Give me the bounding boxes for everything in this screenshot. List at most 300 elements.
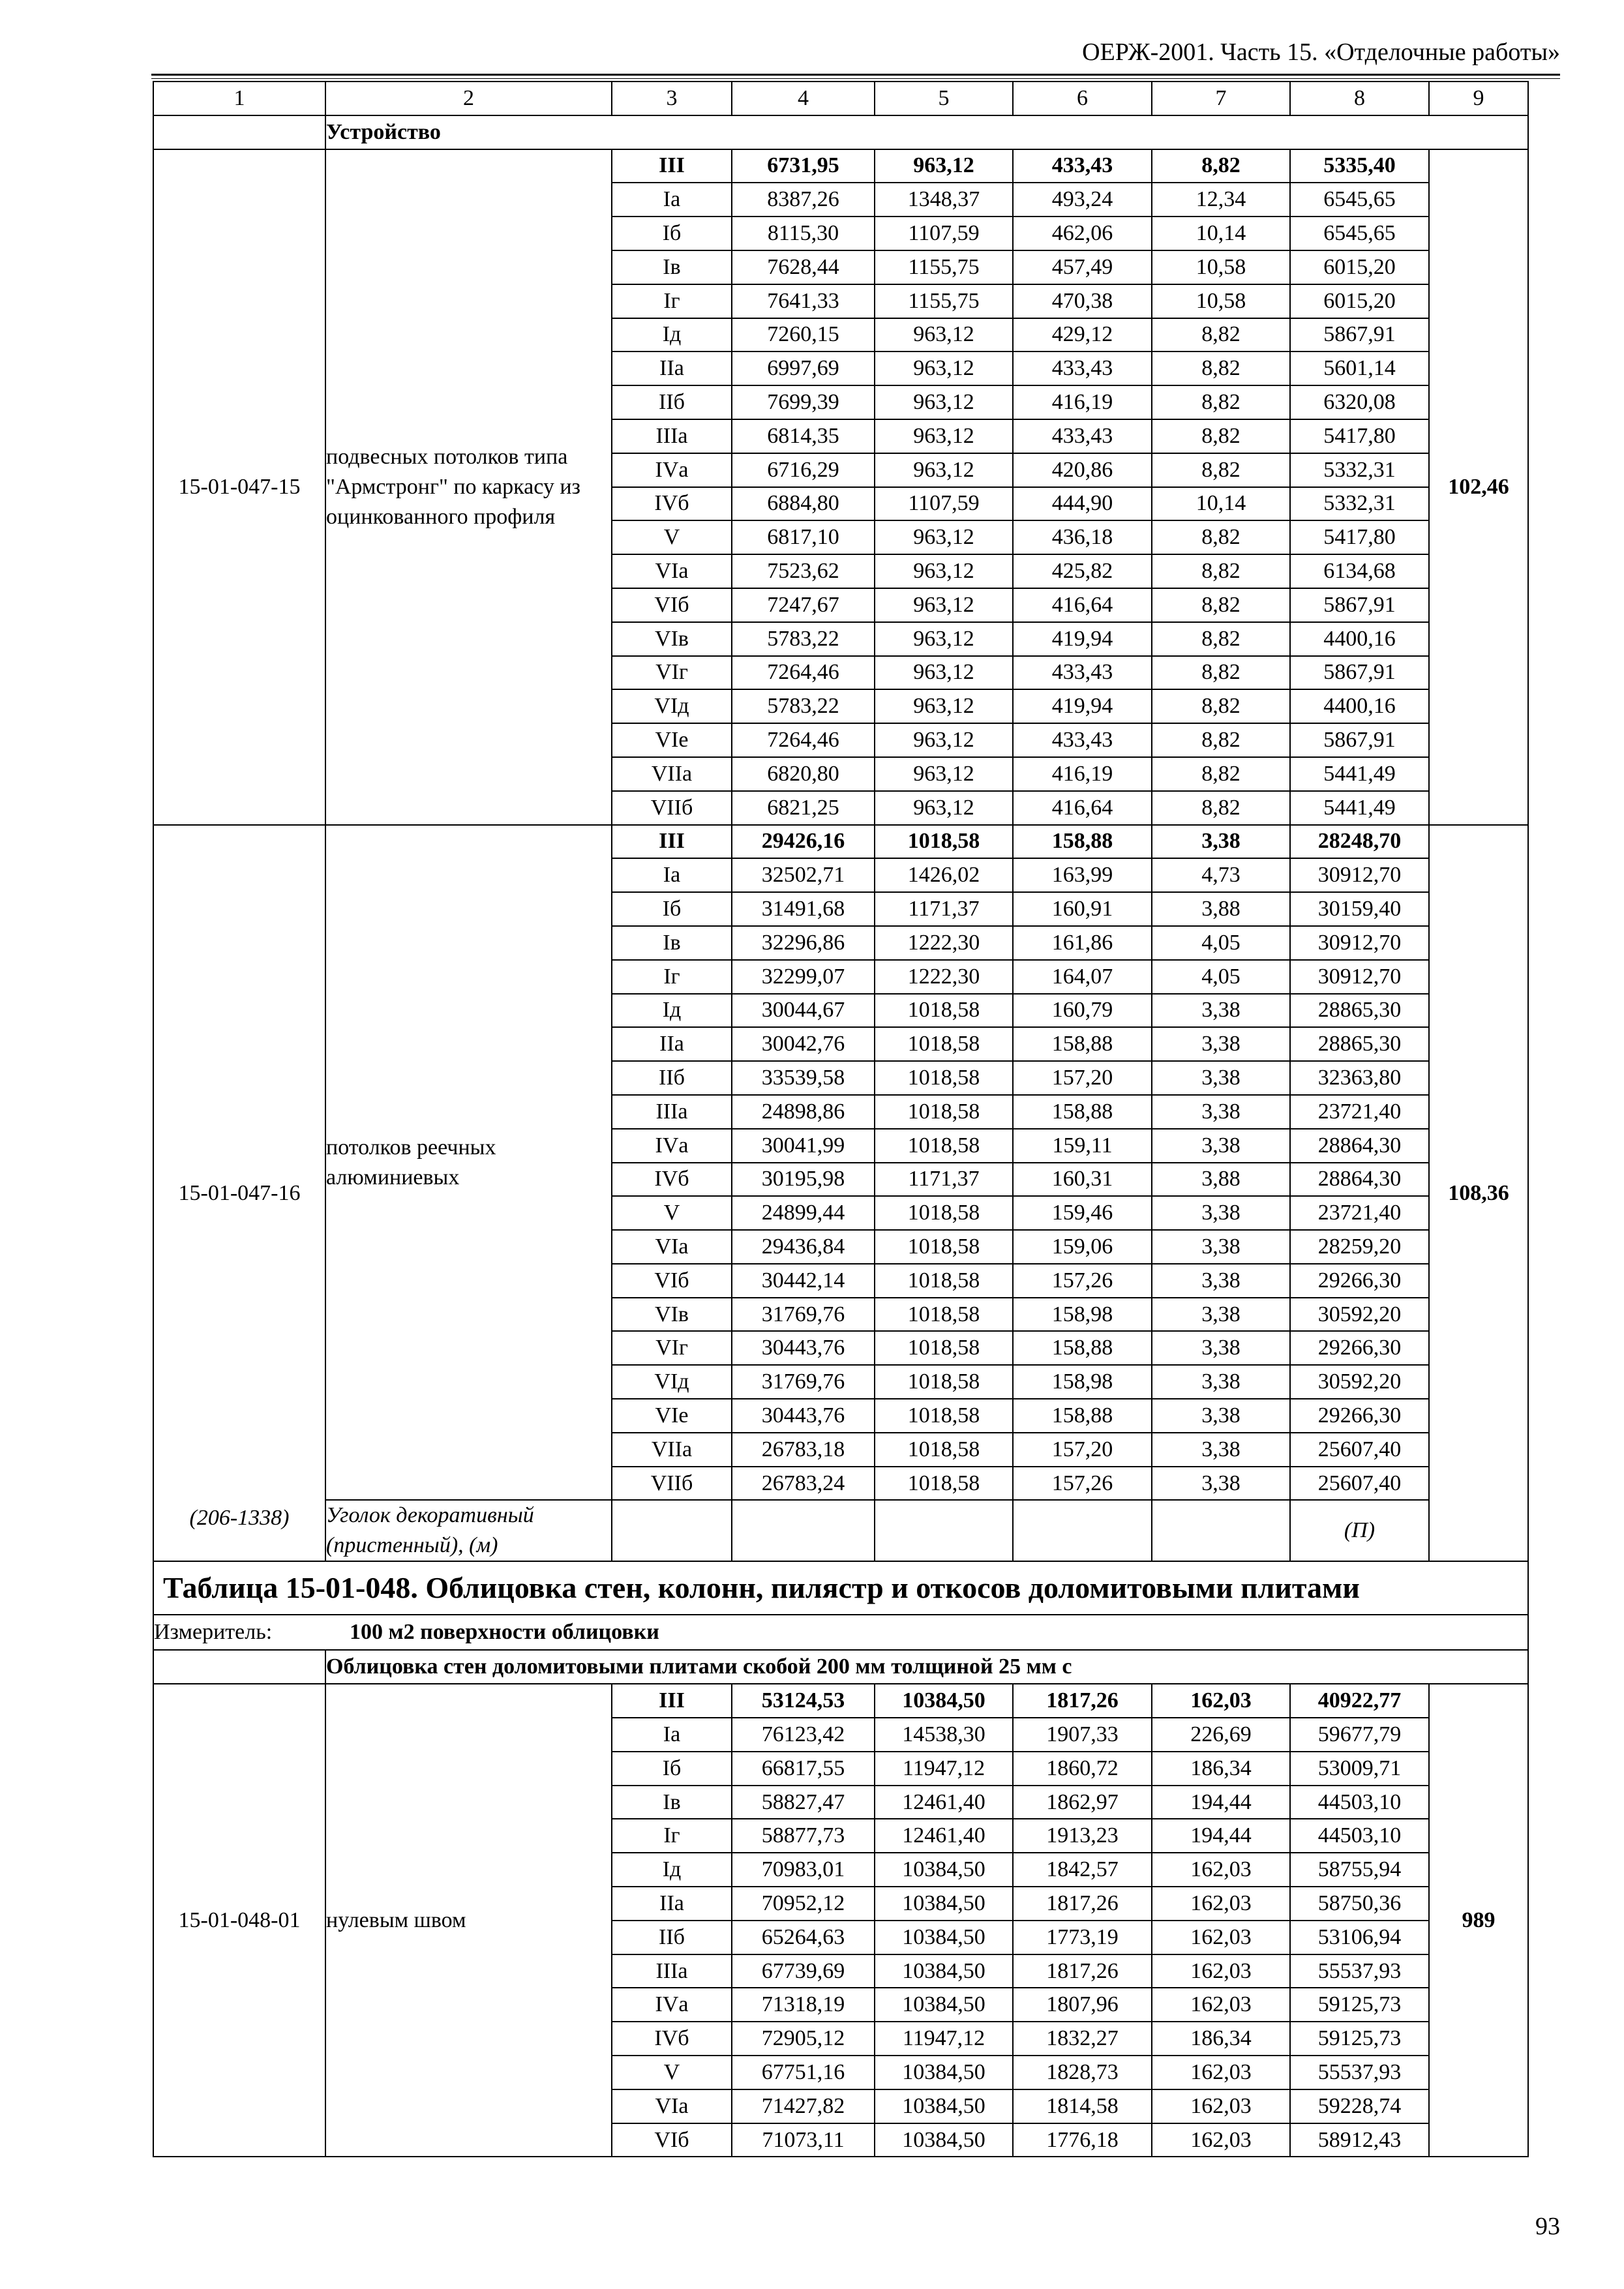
price-value: 29436,84 (732, 1230, 875, 1264)
zone-code: VIа (612, 1230, 732, 1264)
price-value: 1018,58 (875, 1129, 1013, 1163)
price-value: 159,06 (1013, 1230, 1152, 1264)
price-value: 1018,58 (875, 1433, 1013, 1467)
price-value: 433,43 (1013, 656, 1152, 690)
section-row (153, 1650, 1528, 1684)
price-value: 5783,22 (732, 622, 875, 656)
zone-code: Iб (612, 892, 732, 926)
zone-code: IVа (612, 1129, 732, 1163)
price-value: 160,79 (1013, 994, 1152, 1028)
price-value: 30044,67 (732, 994, 875, 1028)
price-value: 425,82 (1013, 554, 1152, 588)
price-value: 29266,30 (1290, 1331, 1429, 1365)
price-value: 1018,58 (875, 1331, 1013, 1365)
empty-cell (1152, 1500, 1290, 1561)
zone-code: VIIа (612, 757, 732, 791)
price-value: 26783,24 (732, 1467, 875, 1501)
price-value: 58827,47 (732, 1786, 875, 1819)
column-number: 9 (1429, 82, 1528, 115)
price-value: 3,38 (1152, 1095, 1290, 1129)
price-value: 1018,58 (875, 994, 1013, 1028)
zone-code: III (612, 149, 732, 183)
price-value: 6545,65 (1290, 183, 1429, 217)
price-value: 31769,76 (732, 1298, 875, 1332)
zone-code: VIб (612, 2123, 732, 2157)
price-value: 25607,40 (1290, 1433, 1429, 1467)
note-description: Уголок декоративный (пристенный), (м) (325, 1500, 612, 1561)
price-value: 10384,50 (875, 1921, 1013, 1954)
section-row (153, 115, 1528, 149)
price-value: 8,82 (1152, 656, 1290, 690)
item-extra-value: 108,36 (1429, 825, 1528, 1562)
price-value: 5441,49 (1290, 757, 1429, 791)
price-value: 7264,46 (732, 656, 875, 690)
measure-value: 100 м2 поверхности облицовки (350, 1620, 659, 1645)
price-value: 162,03 (1152, 2123, 1290, 2157)
zone-code: VIа (612, 2089, 732, 2123)
price-value: 457,49 (1013, 250, 1152, 284)
price-value: 6716,29 (732, 453, 875, 487)
section-title: Облицовка стен доломитовыми плитами скобой 200 мм толщиной 25 мм с (325, 1650, 1528, 1684)
price-value: 162,03 (1152, 1684, 1290, 1718)
price-value: 1842,57 (1013, 1853, 1152, 1887)
price-value: 1018,58 (875, 1467, 1013, 1501)
price-value: 429,12 (1013, 318, 1152, 352)
price-value: 159,11 (1013, 1129, 1152, 1163)
price-value: 7260,15 (732, 318, 875, 352)
price-value: 1018,58 (875, 1230, 1013, 1264)
price-value: 11947,12 (875, 1752, 1013, 1786)
empty-cell (732, 1500, 875, 1561)
price-value: 416,64 (1013, 588, 1152, 622)
price-value: 226,69 (1152, 1718, 1290, 1752)
price-value: 59228,74 (1290, 2089, 1429, 2123)
price-value: 8,82 (1152, 757, 1290, 791)
price-value: 30912,70 (1290, 926, 1429, 960)
price-value: 3,38 (1152, 1196, 1290, 1230)
price-value: 1817,26 (1013, 1954, 1152, 1988)
zone-code: Iд (612, 318, 732, 352)
zone-code: Iг (612, 284, 732, 318)
price-value: 8,82 (1152, 520, 1290, 554)
price-value: 963,12 (875, 757, 1013, 791)
price-value: 416,19 (1013, 385, 1152, 419)
price-value: 419,94 (1013, 622, 1152, 656)
price-value: 28864,30 (1290, 1163, 1429, 1197)
zone-code: IIб (612, 385, 732, 419)
price-value: 963,12 (875, 318, 1013, 352)
item-code: 15-01-047-15 (153, 149, 325, 825)
price-value: 28865,30 (1290, 1027, 1429, 1061)
price-value: 186,34 (1152, 1752, 1290, 1786)
zone-code: VIв (612, 622, 732, 656)
price-value: 963,12 (875, 656, 1013, 690)
price-value: 963,12 (875, 723, 1013, 757)
zone-code: Iа (612, 858, 732, 892)
zone-code: IIб (612, 1921, 732, 1954)
price-value: 1862,97 (1013, 1786, 1152, 1819)
price-value: 1817,26 (1013, 1684, 1152, 1718)
item-description: нулевым швом (325, 1684, 612, 2157)
price-value: 30912,70 (1290, 960, 1429, 994)
header-rule-thin (151, 78, 1560, 79)
price-value: 963,12 (875, 689, 1013, 723)
price-value: 1107,59 (875, 217, 1013, 250)
price-value: 10384,50 (875, 1853, 1013, 1887)
table-row (153, 825, 1528, 859)
measure-label: Измеритель: (154, 1620, 273, 1645)
price-value: 433,43 (1013, 419, 1152, 453)
price-value: 3,88 (1152, 1163, 1290, 1197)
price-value: 58750,36 (1290, 1887, 1429, 1921)
price-value: 12461,40 (875, 1819, 1013, 1853)
column-number: 5 (875, 82, 1013, 115)
zone-code: VIа (612, 554, 732, 588)
price-value: 3,38 (1152, 1433, 1290, 1467)
price-value: 12461,40 (875, 1786, 1013, 1819)
price-value: 963,12 (875, 385, 1013, 419)
zone-code: Iб (612, 1752, 732, 1786)
price-value: 963,12 (875, 554, 1013, 588)
price-value: 26783,18 (732, 1433, 875, 1467)
price-value: 71427,82 (732, 2089, 875, 2123)
price-value: 6820,80 (732, 757, 875, 791)
zone-code: IIIа (612, 1954, 732, 1988)
price-value: 161,86 (1013, 926, 1152, 960)
price-value: 157,20 (1013, 1433, 1152, 1467)
price-value: 6015,20 (1290, 250, 1429, 284)
price-value: 3,38 (1152, 994, 1290, 1028)
price-value: 1817,26 (1013, 1887, 1152, 1921)
price-value: 53106,94 (1290, 1921, 1429, 1954)
price-value: 6015,20 (1290, 284, 1429, 318)
zone-code: VIIб (612, 791, 732, 825)
price-value: 10384,50 (875, 2123, 1013, 2157)
zone-code: VIв (612, 1298, 732, 1332)
price-value: 7523,62 (732, 554, 875, 588)
price-value: 3,38 (1152, 1365, 1290, 1399)
zone-code: Iв (612, 926, 732, 960)
zone-code: Iб (612, 217, 732, 250)
price-value: 32299,07 (732, 960, 875, 994)
price-value: 157,20 (1013, 1061, 1152, 1095)
column-number: 8 (1290, 82, 1429, 115)
price-value: 12,34 (1152, 183, 1290, 217)
price-value: 29426,16 (732, 825, 875, 859)
price-value: 433,43 (1013, 149, 1152, 183)
price-value: 7628,44 (732, 250, 875, 284)
price-value: 1018,58 (875, 825, 1013, 859)
price-value: 158,88 (1013, 1399, 1152, 1433)
price-value: 5867,91 (1290, 723, 1429, 757)
item-description: потолков реечных алюминиевых (325, 825, 612, 1501)
zone-code: VIIб (612, 1467, 732, 1501)
price-value: 8115,30 (732, 217, 875, 250)
price-value: 3,38 (1152, 1027, 1290, 1061)
zone-code: VIг (612, 656, 732, 690)
price-value: 6817,10 (732, 520, 875, 554)
price-value: 10384,50 (875, 2089, 1013, 2123)
table-title-row (153, 1561, 1528, 1615)
price-value: 30442,14 (732, 1264, 875, 1298)
price-value: 963,12 (875, 520, 1013, 554)
price-value: 8,82 (1152, 352, 1290, 385)
column-number-row (153, 82, 1528, 115)
price-value: 30041,99 (732, 1129, 875, 1163)
price-value: 32296,86 (732, 926, 875, 960)
price-value: 162,03 (1152, 1853, 1290, 1887)
price-value: 6731,95 (732, 149, 875, 183)
price-value: 58877,73 (732, 1819, 875, 1853)
price-value: 23721,40 (1290, 1095, 1429, 1129)
zone-code: IVб (612, 2022, 732, 2056)
empty-cell (612, 1500, 732, 1561)
price-value: 963,12 (875, 622, 1013, 656)
price-value: 1807,96 (1013, 1988, 1152, 2022)
price-value: 1018,58 (875, 1027, 1013, 1061)
price-value: 1907,33 (1013, 1718, 1152, 1752)
price-value: 24898,86 (732, 1095, 875, 1129)
price-value: 160,31 (1013, 1163, 1152, 1197)
zone-code: Iа (612, 1718, 732, 1752)
price-value: 7641,33 (732, 284, 875, 318)
price-value: 6320,08 (1290, 385, 1429, 419)
measure-cell (153, 1615, 1528, 1650)
price-value: 433,43 (1013, 352, 1152, 385)
note-row (153, 1500, 1528, 1561)
price-value: 1018,58 (875, 1399, 1013, 1433)
price-value: 4,73 (1152, 858, 1290, 892)
price-value: 162,03 (1152, 1887, 1290, 1921)
price-value: 31769,76 (732, 1365, 875, 1399)
price-value: 8,82 (1152, 791, 1290, 825)
price-value: 29266,30 (1290, 1399, 1429, 1433)
measure-row (153, 1615, 1528, 1650)
zone-code: IIа (612, 1887, 732, 1921)
price-value: 10384,50 (875, 2056, 1013, 2089)
price-value: 65264,63 (732, 1921, 875, 1954)
price-value: 6134,68 (1290, 554, 1429, 588)
price-value: 5867,91 (1290, 318, 1429, 352)
price-value: 416,19 (1013, 757, 1152, 791)
zone-code: IIIа (612, 1095, 732, 1129)
price-value: 8,82 (1152, 385, 1290, 419)
running-header: ОЕРЖ-2001. Часть 15. «Отделочные работы» (1082, 38, 1560, 66)
zone-code: Iв (612, 1786, 732, 1819)
price-value: 963,12 (875, 588, 1013, 622)
price-value: 40922,77 (1290, 1684, 1429, 1718)
price-value: 164,07 (1013, 960, 1152, 994)
price-value: 5417,80 (1290, 520, 1429, 554)
price-value: 186,34 (1152, 2022, 1290, 2056)
price-value: 3,88 (1152, 892, 1290, 926)
price-value: 28864,30 (1290, 1129, 1429, 1163)
price-value: 6821,25 (732, 791, 875, 825)
price-value: 420,86 (1013, 453, 1152, 487)
price-value: 6545,65 (1290, 217, 1429, 250)
price-value: 1018,58 (875, 1196, 1013, 1230)
price-value: 67739,69 (732, 1954, 875, 1988)
price-value: 10384,50 (875, 1887, 1013, 1921)
price-value: 1913,23 (1013, 1819, 1152, 1853)
page-number: 93 (1535, 2213, 1560, 2240)
price-value: 8,82 (1152, 622, 1290, 656)
price-value: 67751,16 (732, 2056, 875, 2089)
zone-code: IVб (612, 1163, 732, 1197)
price-value: 158,98 (1013, 1365, 1152, 1399)
price-value: 1814,58 (1013, 2089, 1152, 2123)
price-value: 963,12 (875, 419, 1013, 453)
price-value: 10384,50 (875, 1988, 1013, 2022)
zone-code: VIб (612, 588, 732, 622)
price-value: 1832,27 (1013, 2022, 1152, 2056)
column-number: 7 (1152, 82, 1290, 115)
price-value: 436,18 (1013, 520, 1152, 554)
price-value: 5335,40 (1290, 149, 1429, 183)
price-value: 1776,18 (1013, 2123, 1152, 2157)
price-value: 25607,40 (1290, 1467, 1429, 1501)
price-value: 6814,35 (732, 419, 875, 453)
price-value: 158,88 (1013, 1095, 1152, 1129)
price-value: 59125,73 (1290, 1988, 1429, 2022)
price-value: 1222,30 (875, 960, 1013, 994)
price-value: 70952,12 (732, 1887, 875, 1921)
price-value: 30592,20 (1290, 1298, 1429, 1332)
price-value: 157,26 (1013, 1264, 1152, 1298)
price-value: 8,82 (1152, 453, 1290, 487)
price-value: 4400,16 (1290, 622, 1429, 656)
price-value: 53009,71 (1290, 1752, 1429, 1786)
price-value: 30443,76 (732, 1399, 875, 1433)
zone-code: VIб (612, 1264, 732, 1298)
price-value: 4,05 (1152, 926, 1290, 960)
price-value: 7699,39 (732, 385, 875, 419)
price-value: 30159,40 (1290, 892, 1429, 926)
zone-code: III (612, 1684, 732, 1718)
zone-code: VIд (612, 689, 732, 723)
price-value: 4,05 (1152, 960, 1290, 994)
column-number: 4 (732, 82, 875, 115)
price-value: 14538,30 (875, 1718, 1013, 1752)
price-value: 23721,40 (1290, 1196, 1429, 1230)
price-value: 5783,22 (732, 689, 875, 723)
item-extra-value: 989 (1429, 1684, 1528, 2157)
price-value: 162,03 (1152, 2056, 1290, 2089)
price-value: 11947,12 (875, 2022, 1013, 2056)
price-value: 963,12 (875, 791, 1013, 825)
price-value: 6997,69 (732, 352, 875, 385)
price-value: 5332,31 (1290, 487, 1429, 521)
price-value: 163,99 (1013, 858, 1152, 892)
price-value: 3,38 (1152, 1399, 1290, 1433)
price-value: 33539,58 (732, 1061, 875, 1095)
zone-code: VIд (612, 1365, 732, 1399)
price-value: 8,82 (1152, 318, 1290, 352)
zone-code: VIе (612, 723, 732, 757)
price-value: 194,44 (1152, 1786, 1290, 1819)
price-value: 7247,67 (732, 588, 875, 622)
column-number: 1 (153, 82, 325, 115)
price-value: 8,82 (1152, 588, 1290, 622)
price-value: 10384,50 (875, 1684, 1013, 1718)
price-value: 8,82 (1152, 689, 1290, 723)
price-value: 5441,49 (1290, 791, 1429, 825)
price-value: 8,82 (1152, 723, 1290, 757)
price-value: 162,03 (1152, 1921, 1290, 1954)
price-value: 433,43 (1013, 723, 1152, 757)
price-value: 462,06 (1013, 217, 1152, 250)
price-value: 55537,93 (1290, 2056, 1429, 2089)
section-title: Устройство (325, 115, 1528, 149)
price-value: 5867,91 (1290, 656, 1429, 690)
price-value: 10,58 (1152, 250, 1290, 284)
price-value: 5867,91 (1290, 588, 1429, 622)
price-value: 963,12 (875, 352, 1013, 385)
price-value: 3,38 (1152, 1467, 1290, 1501)
zone-code: Iв (612, 250, 732, 284)
zone-code: V (612, 1196, 732, 1230)
price-value: 59677,79 (1290, 1718, 1429, 1752)
zone-code: Iд (612, 994, 732, 1028)
price-value: 58755,94 (1290, 1853, 1429, 1887)
price-value: 416,64 (1013, 791, 1152, 825)
price-value: 470,38 (1013, 284, 1152, 318)
price-value: 963,12 (875, 149, 1013, 183)
section-code-cell (153, 115, 325, 149)
price-value: 29266,30 (1290, 1264, 1429, 1298)
zone-code: IIа (612, 352, 732, 385)
price-value: 8,82 (1152, 419, 1290, 453)
price-value: 53124,53 (732, 1684, 875, 1718)
price-value: 3,38 (1152, 1264, 1290, 1298)
zone-code: Iд (612, 1853, 732, 1887)
price-value: 44503,10 (1290, 1819, 1429, 1853)
price-value: 444,90 (1013, 487, 1152, 521)
price-value: 1860,72 (1013, 1752, 1152, 1786)
zone-code: IVб (612, 487, 732, 521)
price-value: 1222,30 (875, 926, 1013, 960)
price-value: 10,14 (1152, 217, 1290, 250)
empty-cell (875, 1500, 1013, 1561)
price-value: 59125,73 (1290, 2022, 1429, 2056)
section-code-cell (153, 1650, 325, 1684)
price-value: 58912,43 (1290, 2123, 1429, 2157)
price-value: 158,88 (1013, 1027, 1152, 1061)
price-value: 71318,19 (732, 1988, 875, 2022)
note-value: (П) (1290, 1500, 1429, 1561)
price-value: 1018,58 (875, 1365, 1013, 1399)
zone-code: Iг (612, 960, 732, 994)
price-value: 1171,37 (875, 892, 1013, 926)
column-number: 3 (612, 82, 732, 115)
zone-code: IVа (612, 453, 732, 487)
price-value: 159,46 (1013, 1196, 1152, 1230)
price-value: 5601,14 (1290, 352, 1429, 385)
price-value: 1018,58 (875, 1264, 1013, 1298)
zone-code: VIг (612, 1331, 732, 1365)
price-value: 1018,58 (875, 1061, 1013, 1095)
price-table (153, 81, 1529, 2157)
price-value: 1155,75 (875, 284, 1013, 318)
price-value: 30443,76 (732, 1331, 875, 1365)
zone-code: Iг (612, 1819, 732, 1853)
zone-code: V (612, 520, 732, 554)
price-value: 6884,80 (732, 487, 875, 521)
price-value: 8,82 (1152, 554, 1290, 588)
price-value: 5332,31 (1290, 453, 1429, 487)
price-value: 3,38 (1152, 825, 1290, 859)
table-row (153, 149, 1528, 183)
